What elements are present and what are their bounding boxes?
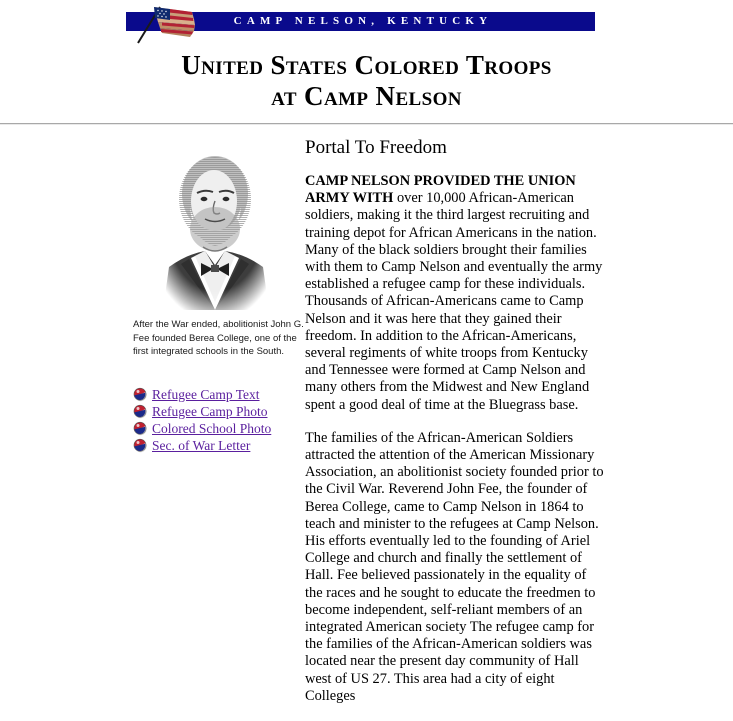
portrait-caption: After the War ended, abolitionist John G. Fee founded Berea College, one of the first integrated schools in the South. bbox=[133, 319, 304, 357]
paragraph-body: over 10,000 African-American soldiers, making it the third largest recruiting and training depot for African Americans in the nation. Many of the black soldiers brought their families with them to Camp Nelson and eventually the army established a refugee camp for these individuals. Thousands of African-Americans came to Camp Nelson and it was here that they gained their freedom. In addition to the African-Americans, several regiments of white troops from Kentucky and Tennessee were formed at Camp Nelson and many others from the Midwest and New England spent a good deal of time at the Bluegrass base. bbox=[305, 190, 603, 413]
link-colored-school-photo[interactable]: Colored School Photo bbox=[152, 420, 272, 436]
us-flag-icon bbox=[132, 4, 206, 44]
left-column bbox=[0, 137, 305, 455]
article-heading: Portal To Freedom bbox=[305, 137, 447, 158]
page-title-line-2: at Camp Nelson bbox=[271, 81, 462, 111]
list-item[interactable] bbox=[133, 404, 305, 420]
page-title bbox=[0, 50, 733, 112]
patriotic-ball-bullet-icon bbox=[133, 438, 148, 453]
list-item[interactable] bbox=[133, 438, 305, 454]
patriotic-ball-bullet-icon bbox=[133, 421, 148, 436]
article-paragraph-2: The families of the African-American Soldiers attracted the attention of the American Missionary Association, an abolitionist society founded prior to the Civil War. Reverend John Fee, the founder of Berea College, came to Camp Nelson in 1864 to teach and minister to the refugees at Camp Nelson. His efforts eventually led to the founding of Ariel College and church and finally the settlement of Hall. Fee believed passionately in the equality of the races and he sought to educate the freedmen to become independent, self-reliant members of an integrated American society The refugee camp for the families of the African-American soldiers was located near the present day community of Hall west of US 27. This area had a city of eight Colleges bbox=[305, 429, 604, 704]
paragraph-lead-in: CAMP NELSON PROVIDED THE UNION ARMY WITH bbox=[305, 173, 576, 207]
page-content bbox=[0, 125, 733, 721]
patriotic-ball-bullet-icon bbox=[133, 404, 148, 419]
link-refugee-camp-photo[interactable]: Refugee Camp Photo bbox=[152, 403, 268, 419]
link-sec-of-war-letter[interactable]: Sec. of War Letter bbox=[152, 437, 251, 453]
list-item[interactable] bbox=[133, 421, 305, 437]
article-paragraph-1 bbox=[305, 173, 605, 414]
patriotic-ball-bullet-icon bbox=[133, 387, 148, 402]
banner-title: CAMP NELSON, KENTUCKY bbox=[233, 15, 493, 27]
related-links-list bbox=[133, 387, 305, 454]
main-article bbox=[305, 137, 733, 721]
link-refugee-camp-text[interactable]: Refugee Camp Text bbox=[152, 386, 260, 402]
john-g-fee-portrait bbox=[159, 147, 272, 310]
site-banner bbox=[0, 0, 733, 40]
page-title-line-1: United States Colored Troops bbox=[181, 50, 552, 80]
list-item[interactable] bbox=[133, 387, 305, 403]
